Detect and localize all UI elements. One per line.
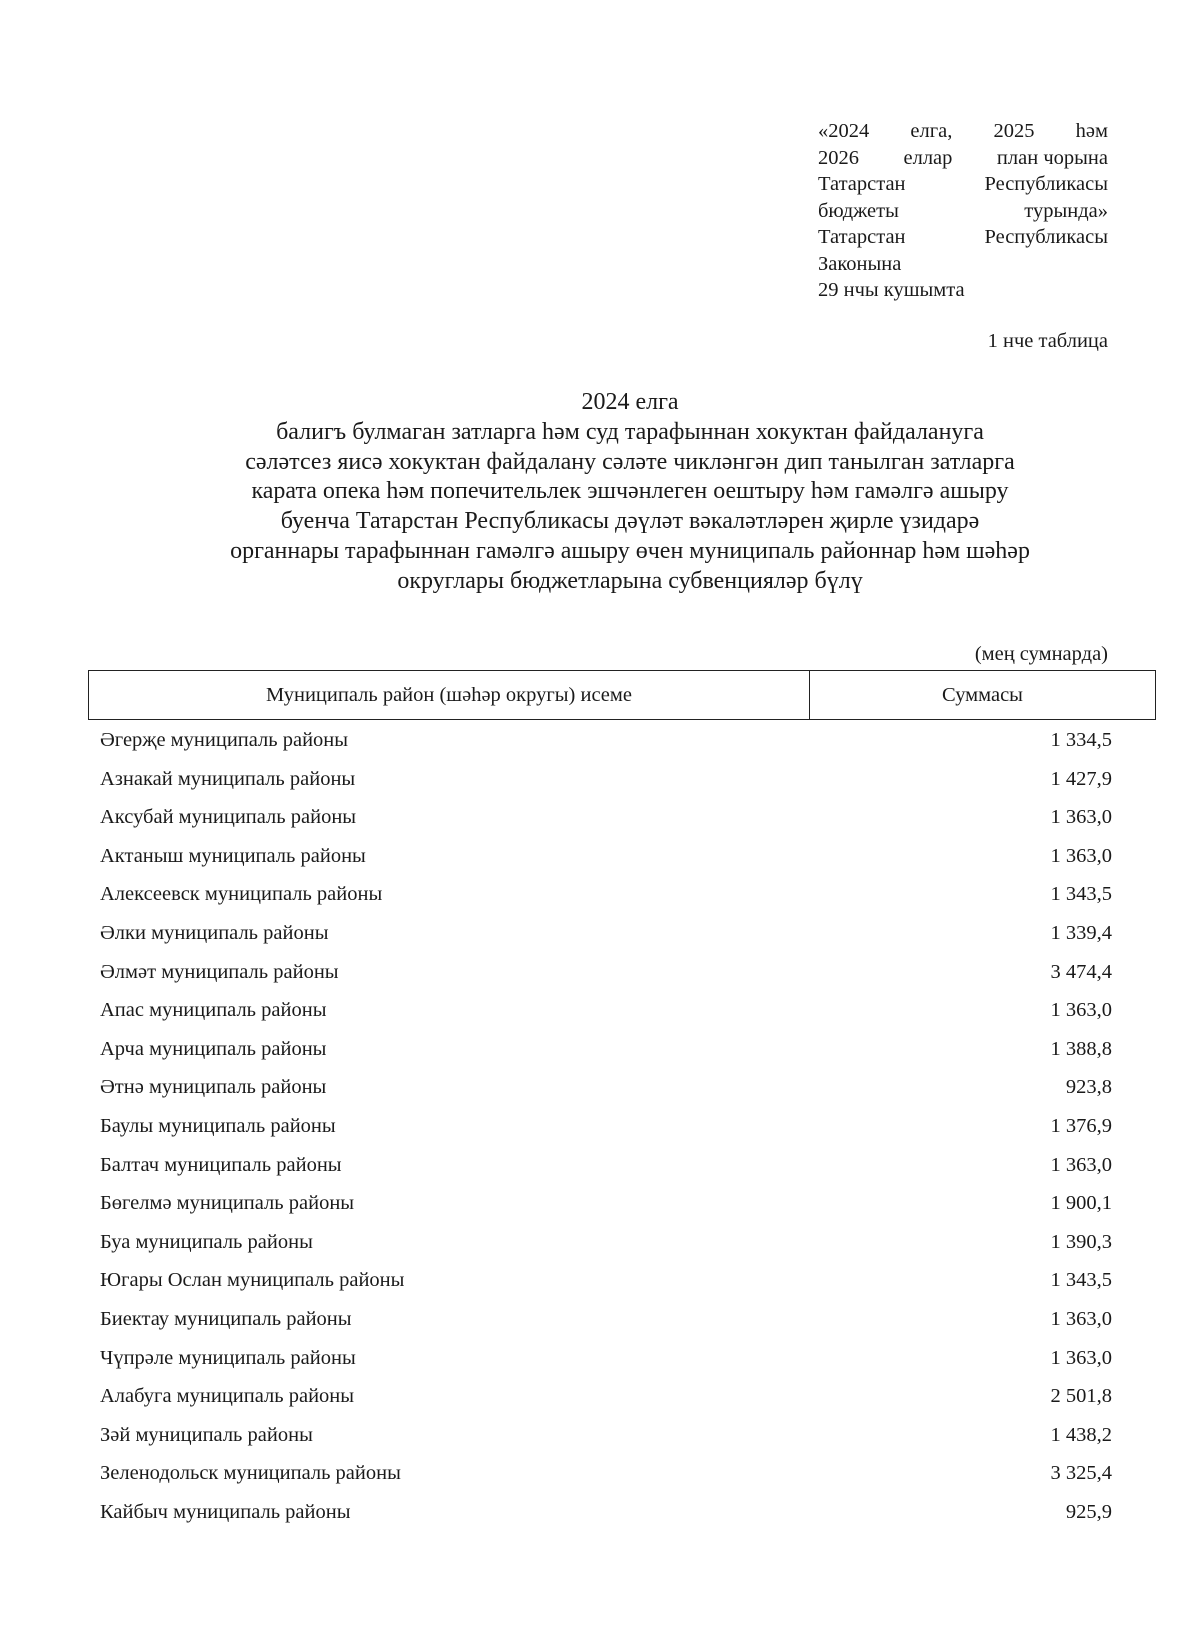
table-row bbox=[100, 1261, 1112, 1300]
annex-line bbox=[818, 277, 1108, 304]
annex-word: Республикасы bbox=[984, 173, 1108, 195]
table-row bbox=[100, 1068, 1112, 1107]
table-row bbox=[100, 1339, 1112, 1378]
annex-line bbox=[818, 198, 1108, 225]
header-name-column: Муниципаль район (шәһәр округы) исеме bbox=[89, 671, 810, 719]
annex-word: турында» bbox=[1024, 199, 1108, 222]
district-name: Баулы муниципаль районы bbox=[100, 1114, 336, 1137]
annex-line bbox=[818, 171, 1108, 198]
district-name: Биектау муниципаль районы bbox=[100, 1307, 352, 1330]
document-title bbox=[150, 388, 1110, 597]
annex-line bbox=[818, 118, 1108, 145]
district-name: Югары Ослан муниципаль районы bbox=[100, 1269, 405, 1292]
district-name: Алексеевск муниципаль районы bbox=[100, 883, 383, 906]
table-row bbox=[100, 1107, 1112, 1146]
title-line: сәләтсез яисә хокуктан файдалану сәләте чикләнгән дип танылган затларга bbox=[245, 448, 1015, 475]
annex-word: «2024 bbox=[818, 120, 870, 142]
table-row bbox=[100, 798, 1112, 837]
district-name: Арча муниципаль районы bbox=[100, 1037, 327, 1060]
units-note: (мең сумнарда) bbox=[974, 643, 1108, 665]
subvention-amount: 923,8 bbox=[1065, 1076, 1112, 1099]
subvention-amount: 1 438,2 bbox=[1050, 1423, 1112, 1446]
annex-word: план чорына bbox=[996, 146, 1108, 169]
district-name: Кайбыч муниципаль районы bbox=[100, 1500, 351, 1523]
title-line: органнары тарафыннан гамәлгә ашыру өчен муниципаль районнар һәм шәһәр bbox=[230, 537, 1030, 564]
annex-word: 2026 bbox=[818, 146, 859, 169]
district-name: Азнакай муниципаль районы bbox=[100, 767, 356, 790]
table-number-label: 1 нче таблица bbox=[987, 330, 1108, 352]
table-row bbox=[100, 991, 1112, 1030]
annex-word: Татарстан bbox=[818, 226, 906, 248]
table-row bbox=[100, 1416, 1112, 1455]
annex-word: Татарстан bbox=[818, 173, 906, 195]
subvention-amount: 1 900,1 bbox=[1050, 1192, 1112, 1215]
table-row bbox=[100, 1146, 1112, 1185]
table-row bbox=[100, 837, 1112, 876]
table-row bbox=[100, 953, 1112, 992]
table-row bbox=[100, 1300, 1112, 1339]
table-header bbox=[88, 670, 1156, 720]
annex-word: бюджеты bbox=[818, 199, 899, 222]
subvention-amount: 1 343,5 bbox=[1050, 883, 1112, 906]
table-body bbox=[100, 721, 1112, 1531]
title-year-line: 2024 елга bbox=[581, 389, 679, 415]
subvention-amount: 3 325,4 bbox=[1050, 1462, 1112, 1485]
district-name: Буа муниципаль районы bbox=[100, 1230, 313, 1253]
annex-word: елга, bbox=[910, 120, 953, 142]
district-name: Алабуга муниципаль районы bbox=[100, 1385, 355, 1408]
title-line: буенча Татарстан Республикасы дәүләт вәкаләтләрен җирле үзидарә bbox=[280, 508, 980, 535]
table-row bbox=[100, 875, 1112, 914]
subvention-amount: 1 339,4 bbox=[1050, 921, 1112, 944]
district-name: Чүпрәле муниципаль районы bbox=[100, 1346, 356, 1369]
table-row bbox=[100, 1223, 1112, 1262]
annex-word: еллар bbox=[903, 146, 953, 169]
subvention-amount: 1 388,8 bbox=[1050, 1037, 1112, 1060]
subvention-amount: 1 363,0 bbox=[1050, 844, 1112, 867]
district-name: Әгерҗе муниципаль районы bbox=[100, 729, 349, 751]
annex-word: Законына bbox=[818, 252, 902, 275]
annex-word: һәм bbox=[1075, 120, 1108, 142]
subvention-amount: 1 343,5 bbox=[1050, 1269, 1112, 1292]
subvention-amount: 1 363,0 bbox=[1050, 999, 1112, 1022]
table-row bbox=[100, 1493, 1112, 1532]
district-name: Балтач муниципаль районы bbox=[100, 1153, 342, 1176]
subvention-amount: 1 376,9 bbox=[1050, 1114, 1112, 1137]
annex-line bbox=[818, 224, 1108, 251]
annex-word: Республикасы bbox=[984, 226, 1108, 248]
district-name: Әтнә муниципаль районы bbox=[100, 1076, 327, 1099]
table-row bbox=[100, 914, 1112, 953]
subvention-amount: 3 474,4 bbox=[1050, 960, 1112, 983]
district-name: Аксубай муниципаль районы bbox=[100, 806, 357, 829]
district-name: Әлмәт муниципаль районы bbox=[100, 960, 339, 983]
subvention-amount: 2 501,8 bbox=[1050, 1385, 1112, 1408]
title-line: карата опека һәм попечительлек эшчәнлеген оештыру һәм гамәлгә ашыру bbox=[251, 478, 1009, 505]
table-row bbox=[100, 1377, 1112, 1416]
district-name: Бөгелмә муниципаль районы bbox=[100, 1192, 355, 1215]
table-row bbox=[100, 721, 1112, 760]
annex-line bbox=[818, 145, 1108, 172]
table-row bbox=[100, 1184, 1112, 1223]
subvention-amount: 1 363,0 bbox=[1050, 1153, 1112, 1176]
annex-word: 29 нчы кушымта bbox=[818, 279, 965, 301]
subvention-amount: 1 334,5 bbox=[1050, 729, 1112, 751]
district-name: Зәй муниципаль районы bbox=[100, 1423, 313, 1446]
annex-word: 2025 bbox=[993, 120, 1035, 142]
table-row bbox=[100, 1454, 1112, 1493]
table-row bbox=[100, 1030, 1112, 1069]
district-name: Әлки муниципаль районы bbox=[100, 921, 329, 944]
subvention-amount: 1 390,3 bbox=[1050, 1230, 1112, 1253]
district-name: Актаныш муниципаль районы bbox=[100, 844, 366, 867]
title-line: балигъ булмаган затларга һәм суд тарафыннан хокуктан файдалануга bbox=[276, 418, 984, 445]
district-name: Апас муниципаль районы bbox=[100, 999, 327, 1022]
table-row bbox=[100, 760, 1112, 799]
title-line: округлары бюджетларына субвенцияләр бүлү bbox=[397, 567, 863, 594]
subvention-amount: 1 363,0 bbox=[1050, 1346, 1112, 1369]
annex-reference bbox=[818, 118, 1108, 304]
header-sum-column: Суммасы bbox=[942, 683, 1023, 706]
subvention-amount: 1 363,0 bbox=[1050, 1307, 1112, 1330]
district-name: Зеленодольск муниципаль районы bbox=[100, 1462, 401, 1485]
annex-line bbox=[818, 251, 1108, 278]
subvention-amount: 1 363,0 bbox=[1050, 806, 1112, 829]
subvention-amount: 1 427,9 bbox=[1050, 767, 1112, 790]
subvention-amount: 925,9 bbox=[1065, 1500, 1112, 1523]
